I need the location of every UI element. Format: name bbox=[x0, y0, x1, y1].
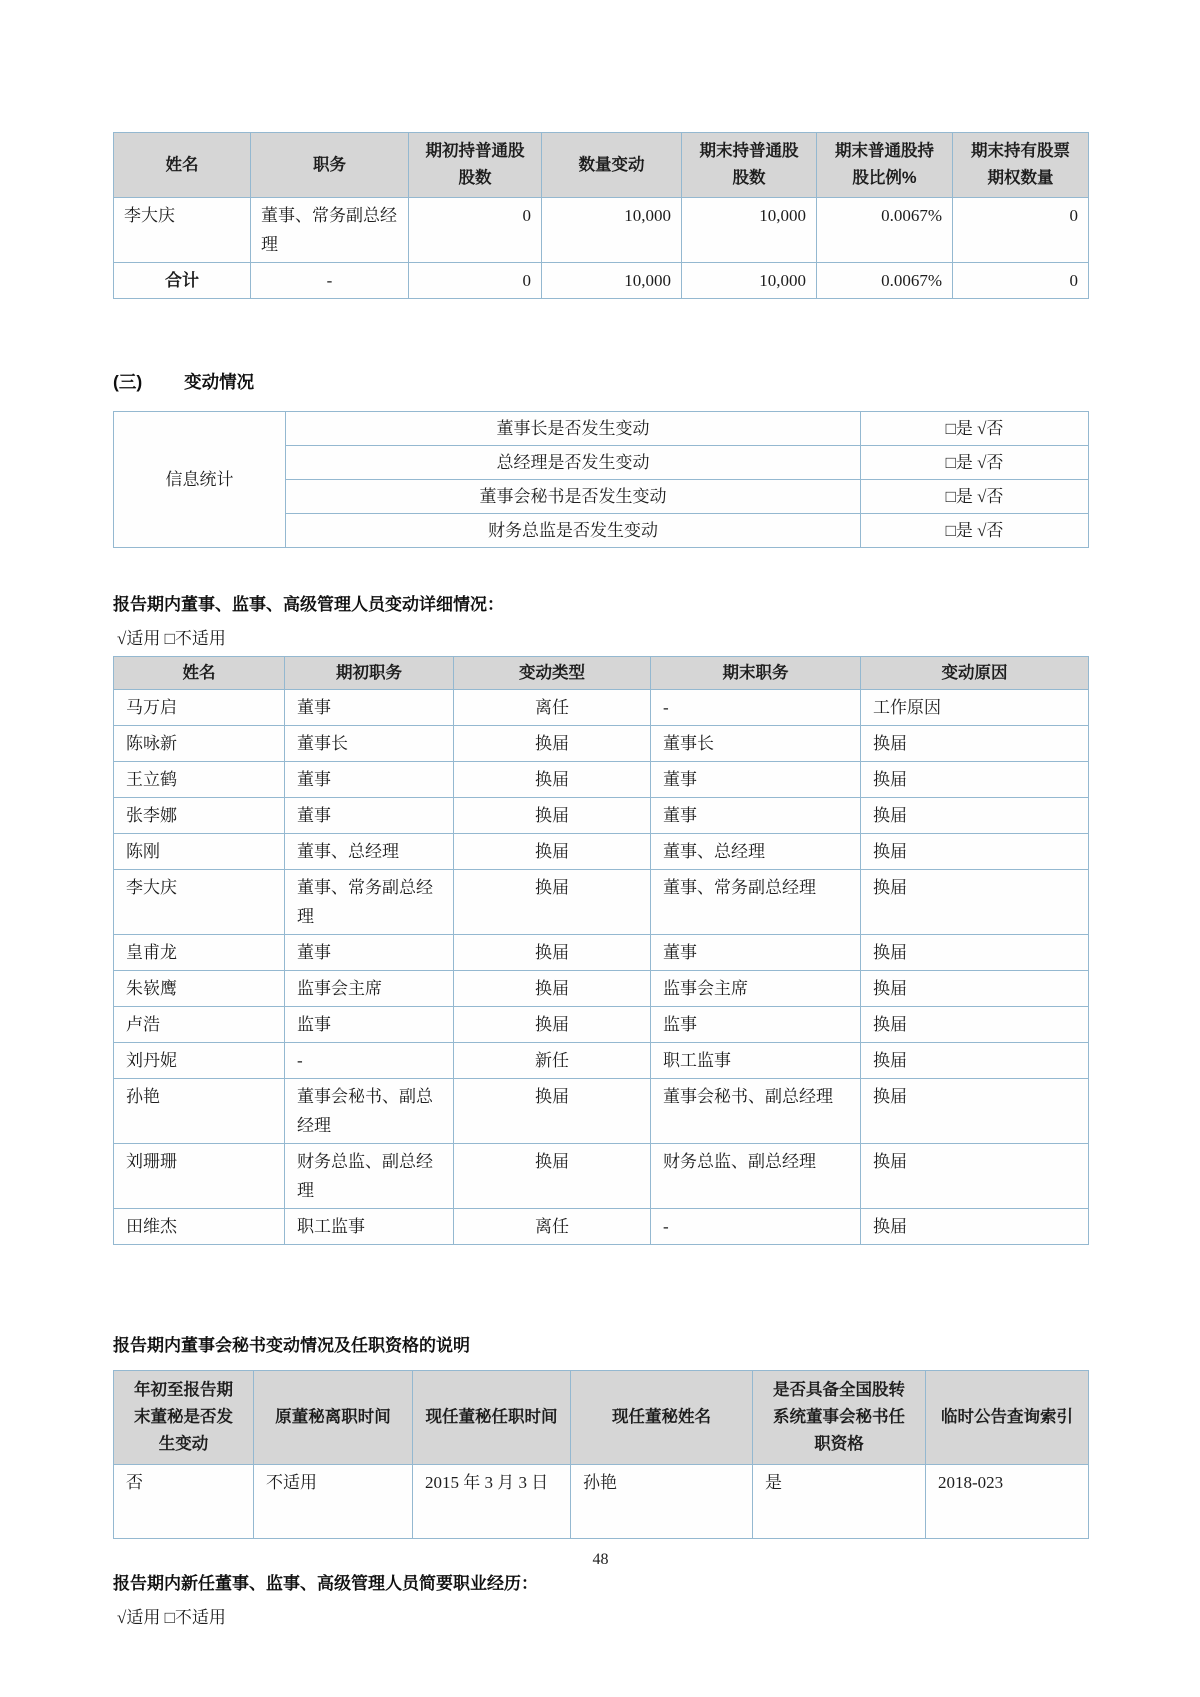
header-cell-change: 数量变动 bbox=[542, 133, 682, 198]
cell-end-position: 董事长 bbox=[651, 726, 861, 762]
secretary-table bbox=[113, 1370, 1089, 1539]
cell-end-position: 监事会主席 bbox=[651, 971, 861, 1007]
table-row bbox=[114, 762, 1089, 798]
cell-change-type: 离任 bbox=[454, 690, 651, 726]
cell-begin-position: 职工监事 bbox=[285, 1209, 454, 1245]
header-cell-changed: 年初至报告期末董秘是否发生变动 bbox=[114, 1371, 254, 1465]
cell-change-type: 离任 bbox=[454, 1209, 651, 1245]
cell-reason: 换届 bbox=[861, 1007, 1089, 1043]
cell-reason: 换届 bbox=[861, 1079, 1089, 1144]
cell-change-type: 换届 bbox=[454, 726, 651, 762]
cell-question: 总经理是否发生变动 bbox=[286, 446, 861, 480]
table-row bbox=[114, 870, 1089, 935]
header-cell-end-ratio: 期末普通股持股比例% bbox=[817, 133, 953, 198]
page-number: 48 bbox=[592, 1551, 609, 1568]
cell-end-position: - bbox=[651, 1209, 861, 1245]
cell-name: 孙艳 bbox=[114, 1079, 285, 1144]
cell-name: 刘珊珊 bbox=[114, 1144, 285, 1209]
header-cell-name: 姓名 bbox=[114, 133, 251, 198]
table-header-row bbox=[114, 133, 1089, 198]
cell-end-position: 财务总监、副总经理 bbox=[651, 1144, 861, 1209]
cell-end-position: 董事 bbox=[651, 935, 861, 971]
cell-name: 李大庆 bbox=[114, 870, 285, 935]
cell-end-position: 董事会秘书、副总经理 bbox=[651, 1079, 861, 1144]
cell-question: 董事长是否发生变动 bbox=[286, 412, 861, 446]
cell-end-shares: 10,000 bbox=[682, 263, 817, 299]
cell-end-position: 职工监事 bbox=[651, 1043, 861, 1079]
cell-end-ratio: 0.0067% bbox=[817, 263, 953, 299]
cell-change-type: 换届 bbox=[454, 935, 651, 971]
header-cell-current-start-time: 现任董秘任职时间 bbox=[413, 1371, 571, 1465]
cell-end-shares: 10,000 bbox=[682, 198, 817, 263]
cell-options: 0 bbox=[953, 198, 1089, 263]
cell-change: 10,000 bbox=[542, 263, 682, 299]
shareholding-change-table bbox=[113, 132, 1089, 299]
table-row bbox=[114, 412, 1089, 446]
table-row bbox=[114, 726, 1089, 762]
table-row bbox=[114, 798, 1089, 834]
cell-change-type: 换届 bbox=[454, 1144, 651, 1209]
header-cell-current-name: 现任董秘姓名 bbox=[571, 1371, 753, 1465]
table-row bbox=[114, 1043, 1089, 1079]
header-cell-end-position: 期末职务 bbox=[651, 657, 861, 690]
cell-begin-position: 董事会秘书、副总经理 bbox=[285, 1079, 454, 1144]
cell-begin-position: 董事长 bbox=[285, 726, 454, 762]
cell-name: 卢浩 bbox=[114, 1007, 285, 1043]
table-row bbox=[114, 690, 1089, 726]
cell-name: 田维杰 bbox=[114, 1209, 285, 1245]
cell-end-position: 董事、总经理 bbox=[651, 834, 861, 870]
cell-former-leave-time: 不适用 bbox=[254, 1465, 413, 1539]
cell-name: 王立鹤 bbox=[114, 762, 285, 798]
cell-begin-position: 董事 bbox=[285, 798, 454, 834]
cell-change-type: 换届 bbox=[454, 762, 651, 798]
cell-end-position: 董事 bbox=[651, 762, 861, 798]
header-cell-options: 期末持有股票期权数量 bbox=[953, 133, 1089, 198]
cell-name: 陈刚 bbox=[114, 834, 285, 870]
cell-change-type: 换届 bbox=[454, 870, 651, 935]
cell-name: 张李娜 bbox=[114, 798, 285, 834]
cell-reason: 换届 bbox=[861, 1209, 1089, 1245]
cell-begin-position: - bbox=[285, 1043, 454, 1079]
header-cell-former-leave-time: 原董秘离职时间 bbox=[254, 1371, 413, 1465]
cell-reason: 工作原因 bbox=[861, 690, 1089, 726]
cell-reason: 换届 bbox=[861, 870, 1089, 935]
cell-end-position: 董事、常务副总经理 bbox=[651, 870, 861, 935]
header-cell-change-type: 变动类型 bbox=[454, 657, 651, 690]
table-row bbox=[114, 935, 1089, 971]
cell-reason: 换届 bbox=[861, 798, 1089, 834]
cell-end-position: - bbox=[651, 690, 861, 726]
cell-begin-position: 监事 bbox=[285, 1007, 454, 1043]
cell-change-type: 换届 bbox=[454, 971, 651, 1007]
cell-change-type: 换届 bbox=[454, 1007, 651, 1043]
section-title: 变动情况 bbox=[184, 372, 255, 392]
cell-qualification: 是 bbox=[753, 1465, 926, 1539]
section-heading bbox=[113, 369, 1088, 394]
cell-reason: 换届 bbox=[861, 726, 1089, 762]
cell-reason: 换届 bbox=[861, 834, 1089, 870]
header-cell-reason: 变动原因 bbox=[861, 657, 1089, 690]
cell-change-type: 换届 bbox=[454, 1079, 651, 1144]
cell-change-type: 新任 bbox=[454, 1043, 651, 1079]
cell-begin-position: 董事、常务副总经理 bbox=[285, 870, 454, 935]
cell-change-type: 换届 bbox=[454, 798, 651, 834]
cell-begin-position: 董事 bbox=[285, 762, 454, 798]
cell-total-label: 合计 bbox=[114, 263, 251, 299]
secretary-change-heading: 报告期内董事会秘书变动情况及任职资格的说明 bbox=[113, 1336, 470, 1355]
cell-reason: 换届 bbox=[861, 1144, 1089, 1209]
table-row bbox=[114, 1209, 1089, 1245]
table-row bbox=[114, 1079, 1089, 1144]
cell-begin-position: 监事会主席 bbox=[285, 971, 454, 1007]
header-cell-name: 姓名 bbox=[114, 657, 285, 690]
cell-begin-shares: 0 bbox=[409, 198, 542, 263]
cell-change: 10,000 bbox=[542, 198, 682, 263]
table-row bbox=[114, 834, 1089, 870]
header-cell-qualification: 是否具备全国股转系统董事会秘书任职资格 bbox=[753, 1371, 926, 1465]
table-header-row bbox=[114, 657, 1089, 690]
cell-begin-position: 财务总监、副总经理 bbox=[285, 1144, 454, 1209]
cell-end-position: 董事 bbox=[651, 798, 861, 834]
header-cell-end-shares: 期末持普通股股数 bbox=[682, 133, 817, 198]
cell-name: 朱嵚鹰 bbox=[114, 971, 285, 1007]
cell-current-name: 孙艳 bbox=[571, 1465, 753, 1539]
cell-name: 陈咏新 bbox=[114, 726, 285, 762]
detail-applicability-line: √适用 □不适用 bbox=[117, 629, 226, 648]
table-row bbox=[114, 198, 1089, 263]
table-row bbox=[114, 1144, 1089, 1209]
table-row bbox=[114, 1465, 1089, 1539]
cell-end-ratio: 0.0067% bbox=[817, 198, 953, 263]
header-cell-position: 职务 bbox=[251, 133, 409, 198]
table-total-row bbox=[114, 263, 1089, 299]
info-stat-table bbox=[113, 411, 1089, 548]
cell-begin-position: 董事 bbox=[285, 690, 454, 726]
cell-options: 0 bbox=[953, 263, 1089, 299]
cell-answer: □是 √否 bbox=[861, 514, 1089, 548]
change-detail-table bbox=[113, 656, 1089, 1245]
cell-position: 董事、常务副总经理 bbox=[251, 198, 409, 263]
header-cell-begin-position: 期初职务 bbox=[285, 657, 454, 690]
table-row bbox=[114, 971, 1089, 1007]
header-cell-begin-shares: 期初持普通股股数 bbox=[409, 133, 542, 198]
new-appointees-heading: 报告期内新任董事、监事、高级管理人员简要职业经历： bbox=[113, 1574, 538, 1593]
cell-answer: □是 √否 bbox=[861, 412, 1089, 446]
cell-reason: 换届 bbox=[861, 971, 1089, 1007]
cell-begin-shares: 0 bbox=[409, 263, 542, 299]
cell-answer: □是 √否 bbox=[861, 446, 1089, 480]
cell-begin-position: 董事、总经理 bbox=[285, 834, 454, 870]
cell-position: - bbox=[251, 263, 409, 299]
cell-name: 皇甫龙 bbox=[114, 935, 285, 971]
header-cell-announcement-index: 临时公告查询索引 bbox=[926, 1371, 1089, 1465]
cell-question: 财务总监是否发生变动 bbox=[286, 514, 861, 548]
cell-reason: 换届 bbox=[861, 762, 1089, 798]
cell-end-position: 监事 bbox=[651, 1007, 861, 1043]
cell-change-type: 换届 bbox=[454, 834, 651, 870]
page-content bbox=[113, 132, 1088, 1628]
table-header-row bbox=[114, 1371, 1089, 1465]
cell-reason: 换届 bbox=[861, 935, 1089, 971]
cell-name: 马万启 bbox=[114, 690, 285, 726]
detail-changes-heading: 报告期内董事、监事、高级管理人员变动详细情况： bbox=[113, 595, 504, 614]
cell-name: 李大庆 bbox=[114, 198, 251, 263]
cell-current-start-time: 2015 年 3 月 3 日 bbox=[413, 1465, 571, 1539]
cell-row-label: 信息统计 bbox=[114, 412, 286, 548]
section-label: (三) bbox=[113, 372, 143, 392]
cell-begin-position: 董事 bbox=[285, 935, 454, 971]
cell-announcement-index: 2018-023 bbox=[926, 1465, 1089, 1539]
table-row bbox=[114, 1007, 1089, 1043]
cell-reason: 换届 bbox=[861, 1043, 1089, 1079]
cell-name: 刘丹妮 bbox=[114, 1043, 285, 1079]
cell-answer: □是 √否 bbox=[861, 480, 1089, 514]
cell-question: 董事会秘书是否发生变动 bbox=[286, 480, 861, 514]
new-appointees-applicability-line: √适用 □不适用 bbox=[117, 1608, 226, 1627]
cell-changed: 否 bbox=[114, 1465, 254, 1539]
